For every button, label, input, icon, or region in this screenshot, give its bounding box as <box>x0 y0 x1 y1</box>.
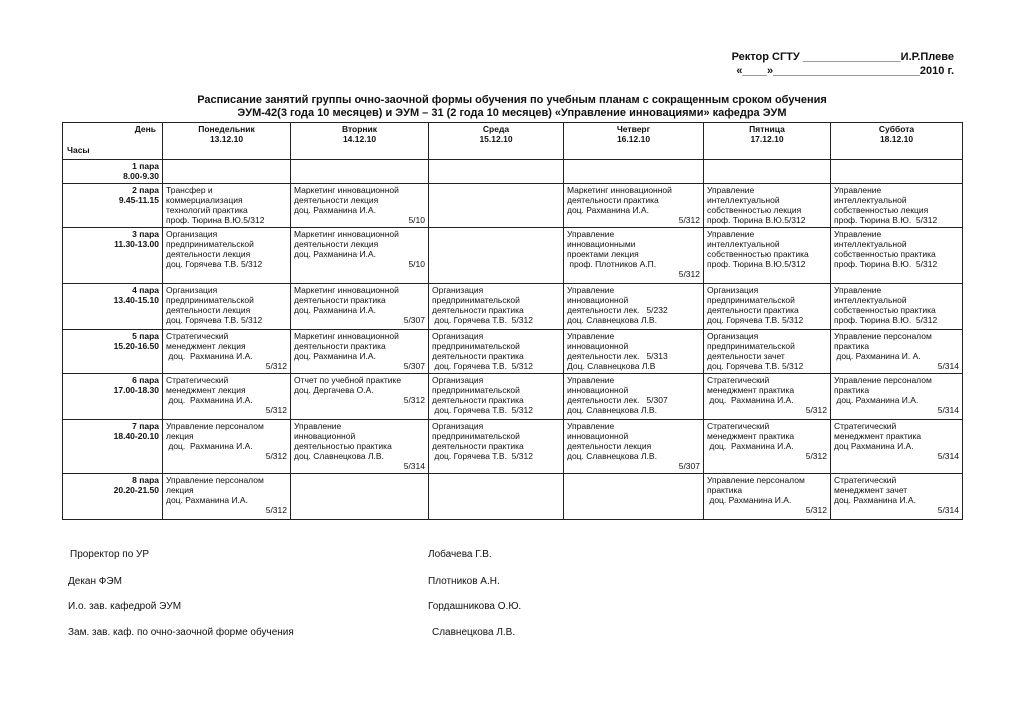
class-line: доц. Славнецкова Л.В. <box>567 405 657 415</box>
time-slot-cell <box>63 330 163 374</box>
class-line: Стратегический <box>166 331 229 341</box>
class-line: собственностью практика <box>834 249 936 259</box>
approval-line-2: «____»________________________2010 г. <box>736 65 954 77</box>
class-line: Организация <box>707 331 759 341</box>
pair-number: 1 пара <box>132 161 159 171</box>
pair-time: 8.00-9.30 <box>123 171 159 181</box>
room-number: 5/312 <box>805 451 827 461</box>
class-cell <box>291 330 429 374</box>
day-header-monday <box>163 123 291 160</box>
class-line: предпринимательской <box>432 295 520 305</box>
pair-number: 6 пара <box>132 375 159 385</box>
class-cell <box>831 284 963 330</box>
schedule-row <box>63 284 963 330</box>
time-slot-cell <box>63 474 163 520</box>
class-line: Организация <box>707 285 759 295</box>
class-cell <box>704 330 831 374</box>
class-cell <box>831 374 963 420</box>
class-cell <box>564 330 704 374</box>
class-line: собственностью практика <box>707 249 809 259</box>
rector-approval <box>634 50 954 78</box>
class-line: менеджмент практика <box>834 431 922 441</box>
class-cell <box>429 420 564 474</box>
room-number: 5/314 <box>403 461 425 471</box>
class-line: проф. Тюрина В.Ю. 5/312 <box>834 315 938 325</box>
class-line: доц. Рахманина И.А. <box>707 395 794 405</box>
class-line: доц. Славнецкова Л.В. <box>567 315 657 325</box>
time-slot-cell <box>63 160 163 184</box>
class-line: Маркетинг инновационной <box>567 185 672 195</box>
day-header-wednesday <box>429 123 564 160</box>
class-cell <box>564 374 704 420</box>
class-line: предпринимательской <box>432 431 520 441</box>
class-line: Маркетинг инновационной <box>294 229 399 239</box>
time-slot-cell <box>63 284 163 330</box>
class-line: практика <box>707 485 743 495</box>
room-number: 5/312 <box>403 395 425 405</box>
class-cell <box>429 330 564 374</box>
class-cell <box>163 228 291 284</box>
schedule-row <box>63 228 963 284</box>
pair-number: 4 пара <box>132 285 159 295</box>
class-line: Управление <box>294 421 342 431</box>
class-line: Управление <box>567 375 615 385</box>
day-name: Понедельник <box>198 124 255 134</box>
document-title <box>0 94 1024 120</box>
class-line: Доц. Славнецкова Л.В <box>567 361 656 371</box>
class-line: Управление <box>567 331 615 341</box>
class-line: доц. Рахманина И.А. <box>166 441 253 451</box>
class-line: деятельности практика <box>432 395 524 405</box>
class-line: Управление персоналом <box>707 475 805 485</box>
class-line: проф. Тюрина В.Ю.5/312 <box>707 259 806 269</box>
class-line: деятельности практика <box>294 341 386 351</box>
class-line: инновационной <box>567 385 629 395</box>
room-number: 5/312 <box>678 269 700 279</box>
class-cell <box>291 184 429 228</box>
room-number: 5/314 <box>937 361 959 371</box>
room-number: 5/312 <box>265 405 287 415</box>
class-line: доц. Горячева Т.В. 5/312 <box>166 259 263 269</box>
class-line: Маркетинг инновационной <box>294 331 399 341</box>
day-name: Четверг <box>616 124 651 134</box>
class-line: деятельности практика <box>567 195 659 205</box>
class-line: Маркетинг инновационной <box>294 185 399 195</box>
class-cell <box>704 284 831 330</box>
room-number: 5/312 <box>805 505 827 515</box>
class-line: доц. Рахманина И.А. <box>707 441 794 451</box>
class-cell <box>704 184 831 228</box>
pair-time: 13.40-15.10 <box>113 295 159 305</box>
class-line: Управление персоналом <box>834 375 932 385</box>
class-cell <box>163 330 291 374</box>
class-cell <box>291 474 429 520</box>
class-line: доц. Горячева Т.В. 5/312 <box>707 361 804 371</box>
class-line: менеджмент практика <box>707 431 795 441</box>
class-line: Управление <box>707 185 755 195</box>
class-cell <box>163 284 291 330</box>
class-line: Стратегический <box>707 375 770 385</box>
class-line: доц. Славнецкова Л.В. <box>294 451 384 461</box>
approval-line-1: Ректор СГТУ ________________И.Р.Плеве <box>731 51 954 63</box>
class-line: инновационной <box>567 341 629 351</box>
signature-name: Славнецкова Л.В. <box>432 627 516 638</box>
class-cell <box>291 160 429 184</box>
class-line: деятельностью практика <box>294 441 392 451</box>
class-line: доц. Горячева Т.В. 5/312 <box>166 315 263 325</box>
day-header-friday <box>704 123 831 160</box>
signature-name: Гордашникова О.Ю. <box>428 601 522 612</box>
class-line: предпринимательской <box>707 341 795 351</box>
class-cell <box>429 160 564 184</box>
class-line: Отчет по учебной практике <box>294 375 402 385</box>
pair-number: 3 пара <box>132 229 159 239</box>
class-cell <box>564 184 704 228</box>
class-cell <box>831 420 963 474</box>
pair-time: 18.40-20.10 <box>113 431 159 441</box>
pair-number: 8 пара <box>132 475 159 485</box>
class-line: интеллектуальной <box>707 195 780 205</box>
class-cell <box>564 228 704 284</box>
class-line: доц. Славнецкова Л.В. <box>567 451 657 461</box>
class-line: собственностью лекция <box>707 205 802 215</box>
class-cell <box>704 420 831 474</box>
class-line: инновационной <box>567 295 629 305</box>
class-cell <box>831 474 963 520</box>
class-cell <box>704 160 831 184</box>
class-line: Организация <box>166 229 218 239</box>
class-line: доц. Рахманина И. А. <box>834 351 921 361</box>
time-slot-cell <box>63 420 163 474</box>
time-slot-cell <box>63 374 163 420</box>
class-line: предпринимательской <box>707 295 795 305</box>
class-cell <box>429 228 564 284</box>
schedule-row <box>63 374 963 420</box>
schedule-row <box>63 420 963 474</box>
room-number: 5/314 <box>937 451 959 461</box>
room-number: 5/10 <box>408 215 425 225</box>
room-number: 5/307 <box>403 315 425 325</box>
class-cell <box>564 420 704 474</box>
class-line: доц. Рахманина И.А. <box>166 351 253 361</box>
pair-time: 15.20-16.50 <box>113 341 159 351</box>
schedule-row <box>63 160 963 184</box>
signature-name: Лобачева Г.В. <box>428 549 492 560</box>
class-line: Управление <box>567 285 615 295</box>
class-cell <box>163 474 291 520</box>
day-header-tuesday <box>291 123 429 160</box>
class-line: Стратегический <box>834 475 897 485</box>
class-line: доц. Рахманина И.А. <box>294 205 376 215</box>
class-line: доц. Рахманина И.А. <box>707 495 792 505</box>
header-corner <box>63 123 163 160</box>
class-line: деятельности практика <box>432 351 524 361</box>
class-line: деятельности зачет <box>707 351 785 361</box>
class-line: менеджмент практика <box>707 385 795 395</box>
class-cell <box>163 374 291 420</box>
class-line: деятельности лекция <box>294 239 379 249</box>
class-line: интеллектуальной <box>707 239 780 249</box>
class-cell <box>564 474 704 520</box>
class-line: Управление <box>834 229 882 239</box>
class-cell <box>831 160 963 184</box>
class-line: деятельности лекция <box>166 305 251 315</box>
class-line: Организация <box>432 331 484 341</box>
pair-number: 5 пара <box>132 331 159 341</box>
class-line: деятельности лекция <box>567 441 652 451</box>
class-line: деятельности практика <box>432 305 524 315</box>
room-number: 5/314 <box>937 505 959 515</box>
class-line: доц. Рахманина И.А. <box>294 249 376 259</box>
class-line: Управление <box>834 185 882 195</box>
class-cell <box>831 184 963 228</box>
class-line: проектами лекция <box>567 249 639 259</box>
signature-name: Плотников А.Н. <box>428 576 500 587</box>
class-line: деятельности лекция <box>294 195 379 205</box>
class-line: инновационной <box>294 431 356 441</box>
time-slot-cell <box>63 228 163 284</box>
class-cell <box>163 160 291 184</box>
day-name: Вторник <box>341 124 378 134</box>
pair-number: 2 пара <box>132 185 159 195</box>
signature-role: Проректор по УР <box>70 549 150 560</box>
pair-time: 9.45-11.15 <box>118 195 159 205</box>
class-line: практика <box>834 385 870 395</box>
class-line: проф. Тюрина В.Ю. 5/312 <box>834 259 938 269</box>
day-date: 13.12.10 <box>209 134 244 144</box>
class-line: Управление <box>707 229 755 239</box>
class-line: предпринимательской <box>166 295 254 305</box>
class-line: доц. Горячева Т.В. 5/312 <box>707 315 804 325</box>
room-number: 5/312 <box>265 361 287 371</box>
class-line: доц. Горячева Т.В. 5/312 <box>432 315 533 325</box>
pair-time: 20.20-21.50 <box>113 485 159 495</box>
class-line: Стратегический <box>834 421 897 431</box>
class-line: предпринимательской <box>166 239 254 249</box>
schedule-table <box>62 122 963 520</box>
class-line: деятельности практика <box>432 441 524 451</box>
class-line: менеджмент лекция <box>166 385 246 395</box>
class-line: практика <box>834 341 870 351</box>
class-line: деятельности лек. 5/232 <box>567 305 668 315</box>
class-line: доц. Рахманина И.А. <box>294 305 376 315</box>
day-header-thursday <box>564 123 704 160</box>
class-line: Стратегический <box>707 421 770 431</box>
room-number: 5/314 <box>937 405 959 415</box>
day-name: Среда <box>482 124 510 134</box>
room-number: 5/312 <box>265 451 287 461</box>
class-line: деятельности практика <box>707 305 799 315</box>
class-line: менеджмент лекция <box>166 341 246 351</box>
room-number: 5/312 <box>678 215 700 225</box>
class-line: Управление <box>567 229 615 239</box>
class-line: проф. Тюрина В.Ю.5/312 <box>707 215 806 225</box>
class-line: Организация <box>432 285 484 295</box>
class-line: Управление <box>567 421 615 431</box>
class-line: интеллектуальной <box>834 295 907 305</box>
class-line: доц. Рахманина И.А. <box>834 495 916 505</box>
class-line: Управление персоналом <box>166 475 264 485</box>
class-line: интеллектуальной <box>834 239 907 249</box>
class-cell <box>704 374 831 420</box>
class-line: доц. Рахманина И.А. <box>294 351 376 361</box>
room-number: 5/307 <box>678 461 700 471</box>
day-date: 14.12.10 <box>342 134 377 144</box>
class-line: деятельности лек. 5/307 <box>567 395 668 405</box>
class-cell <box>291 228 429 284</box>
time-slot-cell <box>63 184 163 228</box>
class-line: доц. Рахманина И.А. <box>834 395 919 405</box>
class-line: предпринимательской <box>432 341 520 351</box>
class-line: доц. Рахманина И.А. <box>567 205 649 215</box>
class-line: деятельности лекция <box>166 249 251 259</box>
class-cell <box>429 374 564 420</box>
class-cell <box>429 474 564 520</box>
class-line: Трансфер и <box>166 185 213 195</box>
day-date: 16.12.10 <box>616 134 651 144</box>
schedule-body <box>63 160 963 520</box>
room-number: 5/312 <box>265 505 287 515</box>
day-name: Суббота <box>878 124 915 134</box>
class-line: собственностью лекция <box>834 205 929 215</box>
class-line: деятельности практика <box>294 295 386 305</box>
day-header-saturday <box>831 123 963 160</box>
class-line: Стратегический <box>166 375 229 385</box>
day-label: День <box>134 124 156 134</box>
class-line: доц. Горячева Т.В. 5/312 <box>432 361 533 371</box>
header-row <box>63 123 963 160</box>
class-line: проф. Тюрина В.Ю.5/312 <box>166 215 265 225</box>
class-cell <box>831 228 963 284</box>
class-cell <box>291 420 429 474</box>
class-line: Организация <box>166 285 218 295</box>
class-line: Управление <box>834 285 882 295</box>
class-line: Организация <box>432 375 484 385</box>
signature-role: Зам. зав. каф. по очно-заочной форме обучения <box>68 627 294 638</box>
class-line: инновационными <box>567 239 636 249</box>
class-cell <box>704 474 831 520</box>
pair-time: 11.30-13.00 <box>114 239 159 249</box>
class-line: инновационной <box>567 431 629 441</box>
signature-role: Декан ФЭМ <box>68 576 122 587</box>
title-line-2: ЭУМ-42(3 года 10 месяцев) и ЭУМ – 31 (2 года 10 месяцев) «Управление инновациями» кафедра ЭУМ <box>237 107 787 119</box>
class-cell <box>564 284 704 330</box>
room-number: 5/10 <box>408 259 425 269</box>
schedule-row <box>63 330 963 374</box>
pair-time: 17.00-18.30 <box>113 385 159 395</box>
schedule-row <box>63 184 963 228</box>
day-date: 15.12.10 <box>479 134 513 144</box>
schedule-row <box>63 474 963 520</box>
class-line: лекция <box>166 485 194 495</box>
day-date: 17.12.10 <box>750 134 784 144</box>
class-line: интеллектуальной <box>834 195 907 205</box>
class-cell <box>429 184 564 228</box>
class-line: предпринимательской <box>432 385 520 395</box>
class-line: собственностью практика <box>834 305 936 315</box>
hours-label: Часы <box>67 145 90 155</box>
class-line: деятельности лек. 5/313 <box>567 351 668 361</box>
day-date: 18.12.10 <box>879 134 914 144</box>
class-line: Управление персоналом <box>166 421 264 431</box>
class-line: доц. Горячева Т.В. 5/312 <box>432 451 533 461</box>
class-line: доц. Горячева Т.В. 5/312 <box>432 405 533 415</box>
class-line: проф. Тюрина В.Ю. 5/312 <box>834 215 938 225</box>
class-cell <box>831 330 963 374</box>
class-line: доц Рахманина И.А. <box>834 441 914 451</box>
room-number: 5/312 <box>805 405 827 415</box>
class-line: Маркетинг инновационной <box>294 285 399 295</box>
room-number: 5/307 <box>403 361 425 371</box>
class-cell <box>291 284 429 330</box>
class-line: технологий практика <box>166 205 248 215</box>
class-line: Организация <box>432 421 484 431</box>
class-cell <box>564 160 704 184</box>
class-line: проф. Плотников А.П. <box>567 259 657 269</box>
class-cell <box>163 184 291 228</box>
class-line: лекция <box>166 431 194 441</box>
class-cell <box>429 284 564 330</box>
pair-number: 7 пара <box>132 421 159 431</box>
class-line: доц. Дергачева О.А. <box>294 385 374 395</box>
title-line-1: Расписание занятий группы очно-заочной формы обучения по учебным планам с сокращенным сроком обучения <box>197 94 827 106</box>
class-cell <box>291 374 429 420</box>
class-line: менеджмент зачет <box>834 485 908 495</box>
class-line: Управление персоналом <box>834 331 932 341</box>
class-cell <box>704 228 831 284</box>
day-name: Пятница <box>749 124 785 134</box>
class-line: доц. Рахманина И.А. <box>166 395 253 405</box>
class-line: доц. Рахманина И.А. <box>166 495 248 505</box>
class-line: коммерциализация <box>166 195 243 205</box>
signature-role: И.о. зав. кафедрой ЭУМ <box>68 601 182 612</box>
class-cell <box>163 420 291 474</box>
